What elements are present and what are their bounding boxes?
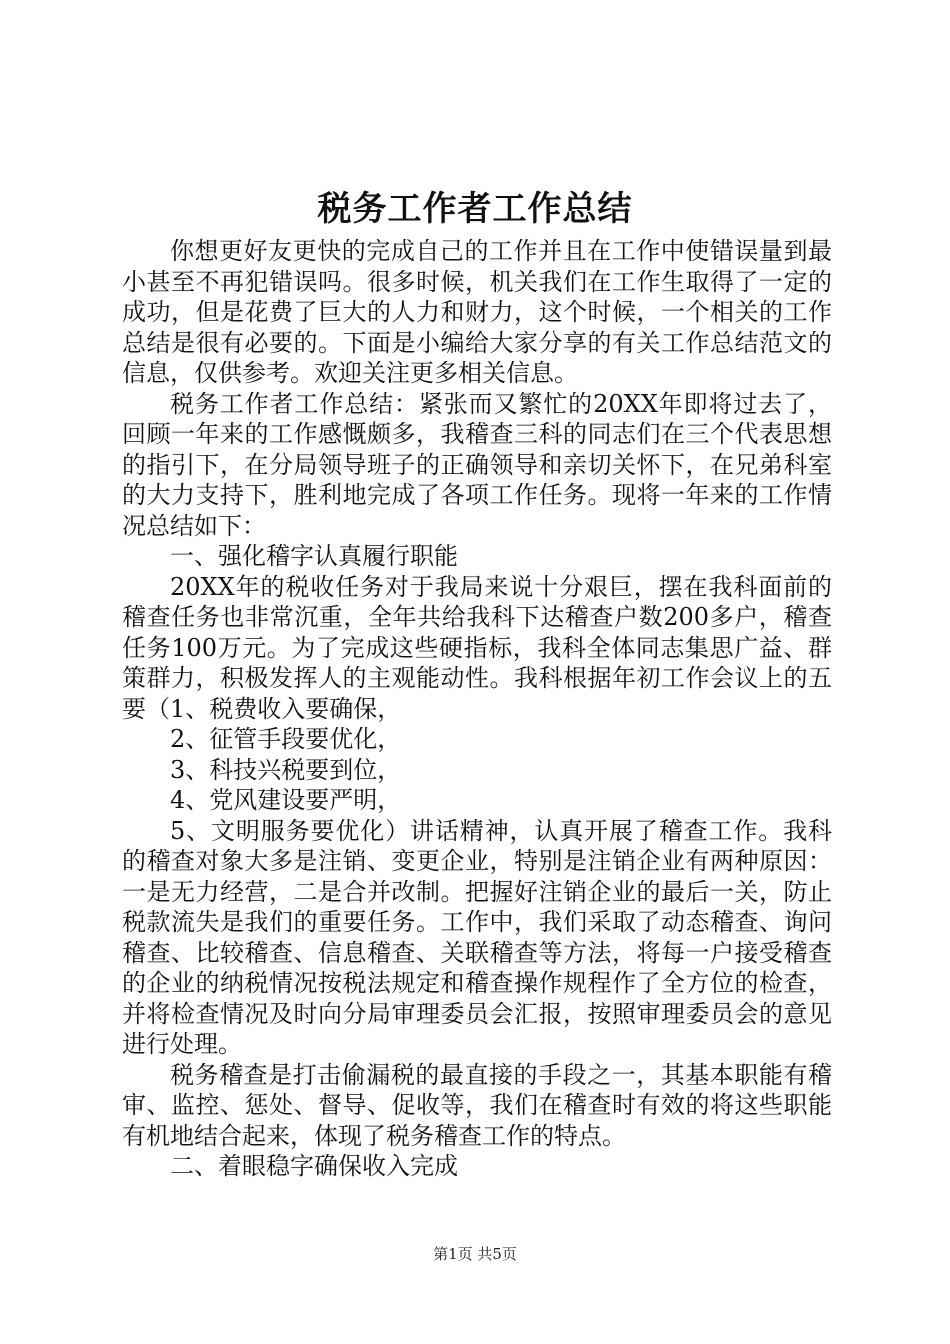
section-heading-2: 二、着眼稳字确保收入完成 (170, 1152, 458, 1180)
paragraph-inspection: 5、文明服务要优化）讲话精神，认真开展了稽查工作。我科的稽查对象大多是注销、变更企业，特别是注销企业有两种原因：一是无力经营，二是合并改制。把握好注销企业的最后一关，防止税款流失是我们的重要任务。工作中，我们采取了动态稽查、询问稽查、比较稽查、信息稽查、关联稽查等方法，将每一户接受稽查的企业的纳税情况按税法规定和稽查操作规程作了全方位的检查，并将检查情况及时向分局审理委员会汇报，按照审理委员会的意见进行处理。 (122, 816, 832, 1058)
paragraph-functions: 税务稽查是打击偷漏税的最直接的手段之一，其基本职能有稽审、监控、惩处、督导、促收等，我们在稽查时有效的将这些职能有机地结合起来，体现了税务稽查工作的特点。 (122, 1060, 832, 1150)
document-title: 税务工作者工作总结 (317, 189, 633, 229)
paragraph-summary: 税务工作者工作总结：紧张而又繁忙的20XX年即将过去了，回顾一年来的工作感慨颇多，我稽查三科的同志们在三个代表思想的指引下，在分局领导班子的正确领导和亲切关怀下，在兄弟科室的大力支持下，胜利地完成了各项工作任务。现将一年来的工作情况总结如下： (122, 389, 832, 540)
list-item-3: 3、科技兴税要到位， (170, 755, 402, 784)
page-number-footer: 第1页 共5页 (433, 1245, 517, 1263)
list-item-2: 2、征管手段要优化， (170, 725, 402, 753)
section-heading-1: 一、强化稽字认真履行职能 (170, 542, 458, 570)
paragraph-tasks: 20XX年的税收任务对于我局来说十分艰巨，摆在我科面前的稽查任务也非常沉重，全年共给我科下达稽查户数200多户，稽查任务100万元。为了完成这些硬指标，我科全体同志集思广益、群策群力，积极发挥人的主观能动性。我科根据年初工作会议上的五要（1、税费收入要确保， (122, 572, 832, 723)
list-item-4: 4、党风建设要严明， (170, 786, 402, 814)
document-body (122, 236, 832, 1182)
paragraph-intro: 你想更好友更快的完成自己的工作并且在工作中使错误量到最小甚至不再犯错误吗。很多时候，机关我们在工作生取得了一定的成功，但是花费了巨大的人力和财力，这个时候，一个相关的工作总结是很有必要的。下面是小编给大家分享的有关工作总结范文的信息，仅供参考。欢迎关注更多相关信息。 (122, 237, 832, 387)
